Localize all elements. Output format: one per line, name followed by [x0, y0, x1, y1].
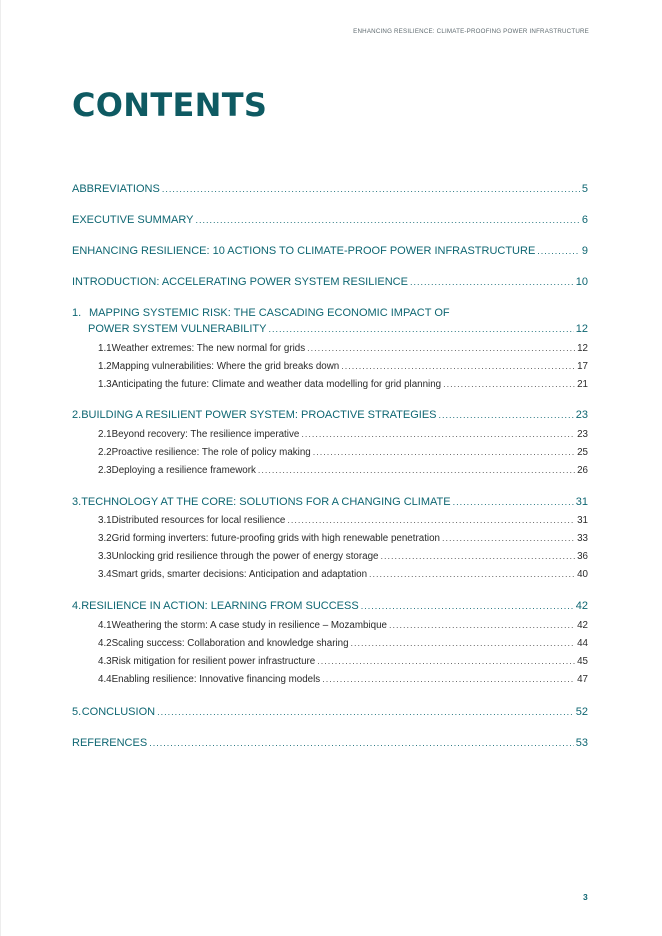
toc-subentry-2-2[interactable]: 2.2 Proactive resilience: The role of policy making ..... 25 [72, 447, 588, 458]
toc-entry-chapter-1-cont[interactable]: POWER SYSTEM VULNERABILITY ..... 12 [72, 323, 588, 335]
toc-entry-chapter-3[interactable]: 3. TECHNOLOGY AT THE CORE: SOLUTIONS FOR A CHANGING CLIMATE ..... 31 [72, 496, 588, 508]
toc-entry-references[interactable]: REFERENCES ..... 53 [72, 737, 588, 749]
toc-subentry-4-2[interactable]: 4.2 Scaling success: Collaboration and knowledge sharing ..... 44 [72, 638, 588, 649]
toc-subentry-3-4[interactable]: 3.4 Smart grids, smarter decisions: Anticipation and adaptation ..... 40 [72, 569, 588, 580]
toc-entry-chapter-1[interactable]: 1. MAPPING SYSTEMIC RISK: THE CASCADING ECONOMIC IMPACT OF [72, 307, 450, 319]
toc-subentry-4-4[interactable]: 4.4 Enabling resilience: Innovative financing models ..... 47 [72, 674, 588, 685]
toc-subentry-4-1[interactable]: 4.1 Weathering the storm: A case study in resilience – Mozambique ..... 42 [72, 620, 588, 631]
page-edge [0, 0, 1, 936]
toc-entry-chapter-4[interactable]: 4. RESILIENCE IN ACTION: LEARNING FROM SUCCESS ..... 42 [72, 600, 588, 612]
toc-subentry-1-2[interactable]: 1.2 Mapping vulnerabilities: Where the grid breaks down ..... 17 [72, 361, 588, 372]
toc-subentry-3-1[interactable]: 3.1 Distributed resources for local resilience ..... 31 [72, 515, 588, 526]
toc-entry-chapter-2[interactable]: 2. BUILDING A RESILIENT POWER SYSTEM: PROACTIVE STRATEGIES ..... 23 [72, 409, 588, 421]
page-number: 3 [583, 892, 588, 902]
running-header: ENHANCING RESILIENCE: CLIMATE-PROOFING POWER INFRASTRUCTURE [353, 28, 589, 35]
toc-subentry-4-3[interactable]: 4.3 Risk mitigation for resilient power infrastructure ..... 45 [72, 656, 588, 667]
toc-subentry-1-3[interactable]: 1.3 Anticipating the future: Climate and weather data modelling for grid planning ..... 21 [72, 379, 588, 390]
page-title: CONTENTS [72, 86, 268, 124]
toc-subentry-3-3[interactable]: 3.3 Unlocking grid resilience through the power of energy storage ..... 36 [72, 551, 588, 562]
toc-subentry-3-2[interactable]: 3.2 Grid forming inverters: future-proofing grids with high renewable penetration ..... 33 [72, 533, 588, 544]
toc-subentry-2-3[interactable]: 2.3 Deploying a resilience framework ..... 26 [72, 465, 588, 476]
toc-entry-introduction[interactable]: INTRODUCTION: ACCELERATING POWER SYSTEM RESILIENCE ..... 10 [72, 276, 588, 288]
toc-entry-abbreviations[interactable]: ABBREVIATIONS ..... 5 [72, 183, 588, 195]
toc-subentry-2-1[interactable]: 2.1 Beyond recovery: The resilience imperative ..... 23 [72, 429, 588, 440]
toc-entry-chapter-5[interactable]: 5. CONCLUSION ..... 52 [72, 706, 588, 718]
toc-entry-ten-actions[interactable]: ENHANCING RESILIENCE: 10 ACTIONS TO CLIMATE-PROOF POWER INFRASTRUCTURE ..... 9 [72, 245, 588, 257]
toc-entry-executive-summary[interactable]: EXECUTIVE SUMMARY ..... 6 [72, 214, 588, 226]
toc-subentry-1-1[interactable]: 1.1 Weather extremes: The new normal for grids ..... 12 [72, 343, 588, 354]
